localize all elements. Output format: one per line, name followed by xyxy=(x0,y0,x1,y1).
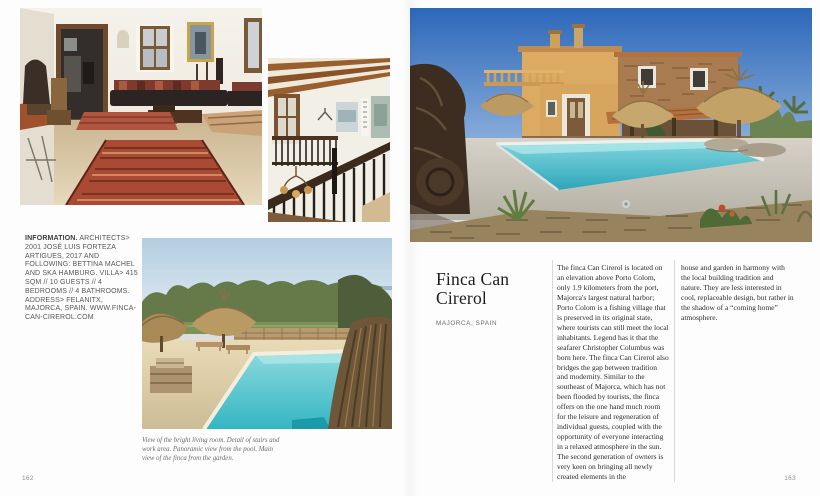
pool-photo xyxy=(142,238,392,429)
information-details: ARCHITECTS> 2001 JOSÉ LUIS FORTEZA ARTIGUES, 2017 AND FOLLOWING: BETTINA MACHEL AND SKA HAMBURG. VILLA> 415 SQM // 10 GUESTS // 4 BEDROOMS // 4 BATHROOMS. ADDRESS> FELANITX, MAJORCA, SPAIN. WWW.FINCA-CAN-CIREROL.COM xyxy=(25,235,138,322)
pool-illustration xyxy=(142,238,392,429)
article-location: MAJORCA, SPAIN xyxy=(436,320,498,327)
information-label: INFORMATION. xyxy=(25,235,78,242)
living-room-photo xyxy=(20,8,262,205)
villa-photo xyxy=(410,8,812,242)
article-title-line1: Finca Can xyxy=(436,269,510,289)
article-column-2: house and garden in harmony with the local building tradition and nature. They are less interested in cool, replaceable design, but rather in the shadow of a “coming home” atmosphere. xyxy=(681,263,794,322)
villa-illustration xyxy=(410,8,812,242)
column-rule-2 xyxy=(674,260,675,482)
living-room-illustration xyxy=(20,8,262,205)
page-number-right: 163 xyxy=(784,475,796,482)
stairs-photo xyxy=(268,58,390,222)
column-rule-1 xyxy=(552,260,553,482)
photo-caption: View of the bright living room. Detail of stairs and work area. Panoramic view from the pool. Main view of the finca from the garden. xyxy=(142,437,280,462)
page-number-left: 162 xyxy=(22,475,34,482)
stairs-illustration xyxy=(268,58,390,222)
article-title xyxy=(436,270,546,308)
article-title-block xyxy=(436,270,546,327)
information-block xyxy=(25,235,141,323)
article-column-1: The finca Can Cirerol is located on an elevation above Porto Colom, only 1.9 kilometers from the port, Majorca's largest natural harbor; Porto Colom is a fishing village that is preserved in its original state, where tourists can still meet the local inhabitants. Legend has it that the seafarer Christopher Columbus was born here. The finca Can Cirerol also bridges the gap between tradition and modernity. Similar to the southeast of Majorca, which has not been flooded by tourists, the finca offers on the one hand much room for the leisure and regeneration of individual guests, coupled with the opportunity of everyone interacting in a relaxed atmosphere in the sun. The second generation of owners is very keen on bringing all newly created elements in the xyxy=(557,263,669,482)
article-title-line2: Cirerol xyxy=(436,288,487,308)
